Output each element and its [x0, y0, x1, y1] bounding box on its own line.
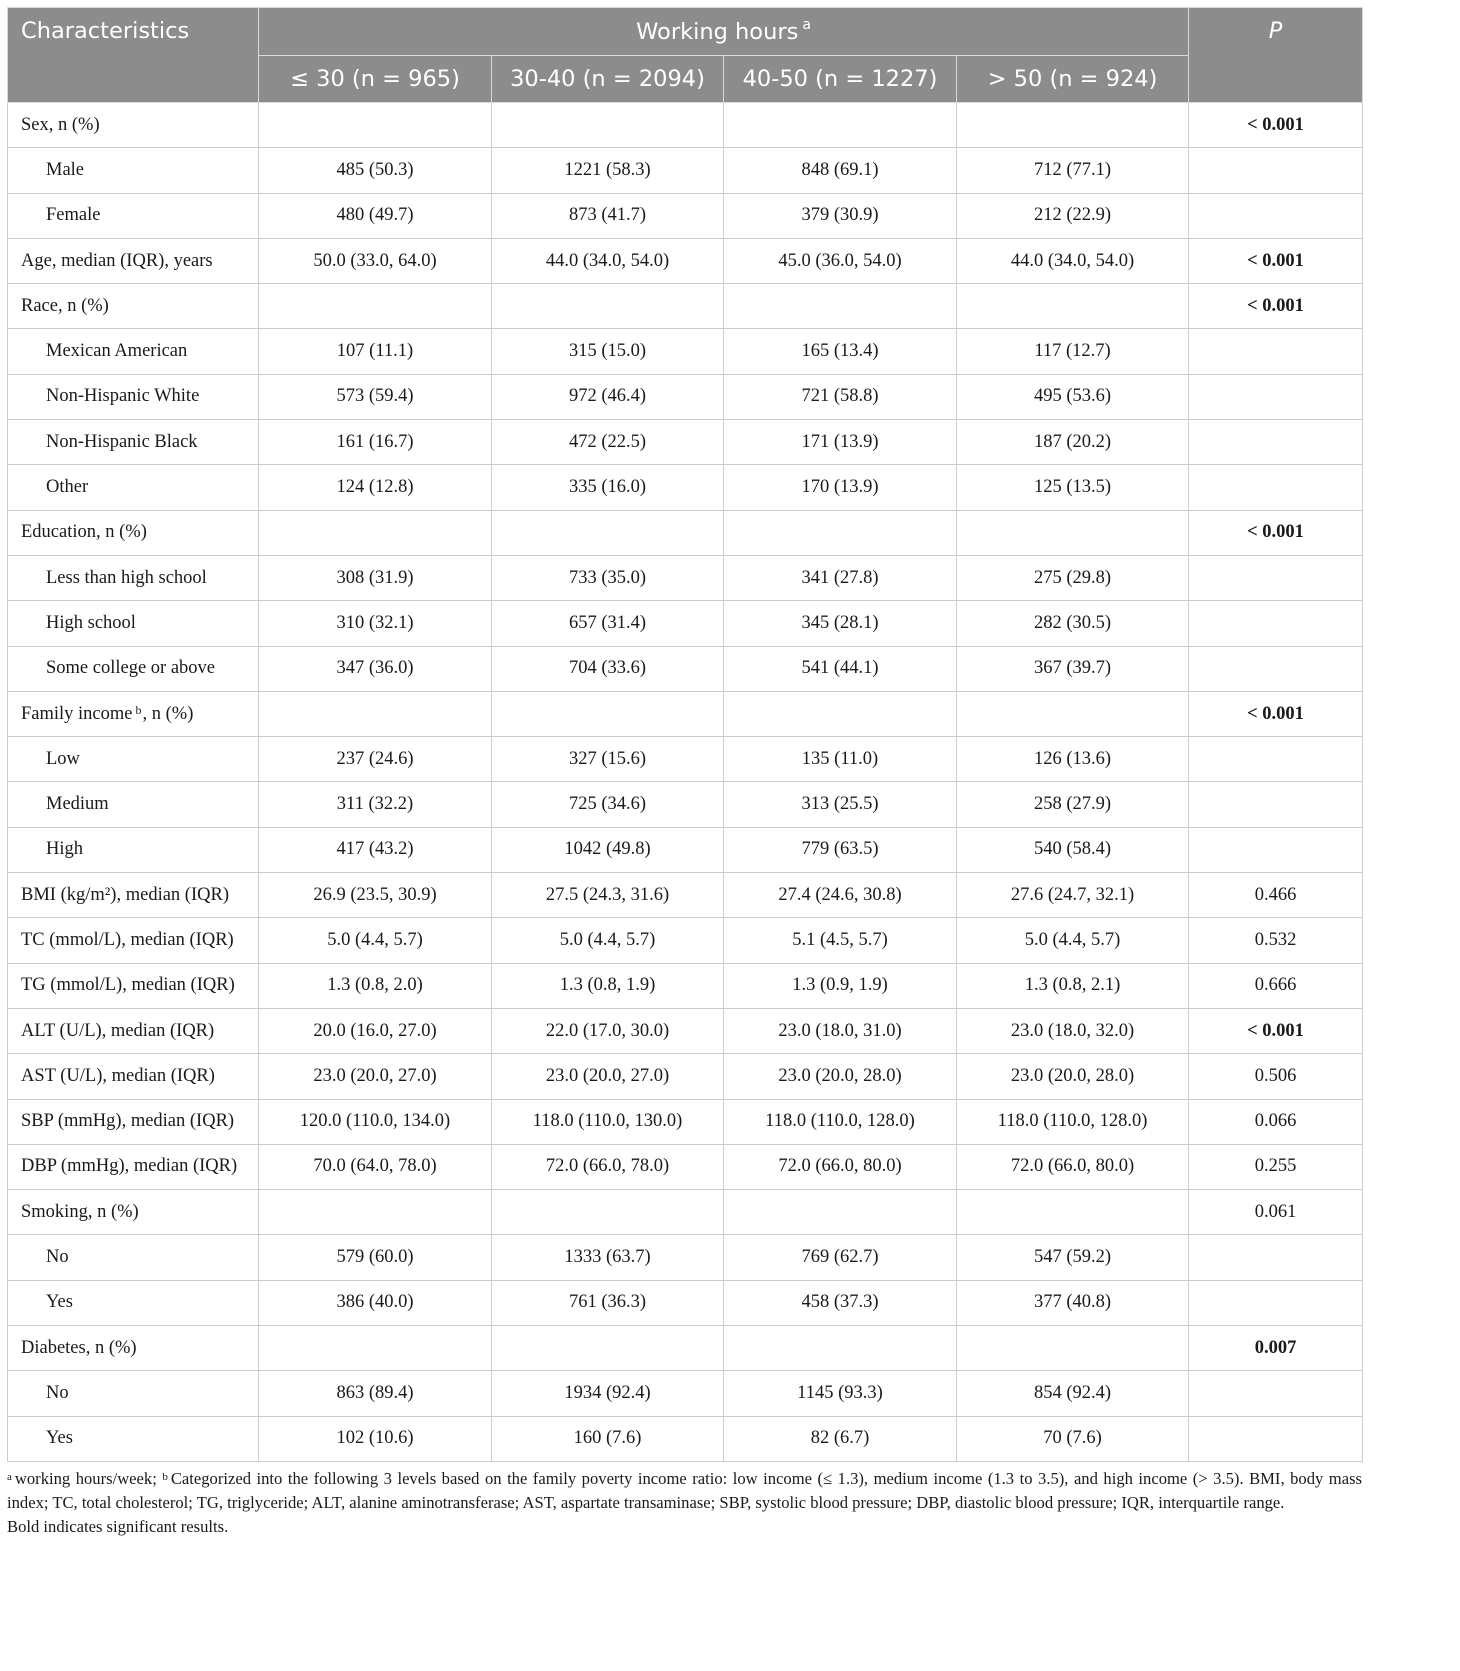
row-label-text: No [46, 1382, 69, 1403]
value-cell [492, 691, 724, 736]
value-cell: 1.3 (0.8, 2.1) [957, 963, 1189, 1008]
value-cell: 282 (30.5) [957, 601, 1189, 646]
value-cell: 160 (7.6) [492, 1416, 724, 1461]
row-label [8, 284, 259, 329]
row-sublabel [8, 465, 259, 510]
row-label-text: Some college or above [46, 658, 216, 679]
p-value-cell: 0.532 [1189, 918, 1363, 963]
value-cell: 863 (89.4) [259, 1371, 492, 1416]
p-value-cell [1189, 329, 1363, 374]
p-value-cell: < 0.001 [1189, 1008, 1363, 1053]
table-row [8, 103, 1363, 148]
row-label-text: Education, n (%) [21, 522, 147, 543]
p-value-cell: 0.255 [1189, 1144, 1363, 1189]
row-label-text: Low [46, 748, 80, 769]
value-cell: 23.0 (20.0, 27.0) [492, 1054, 724, 1099]
characteristics-table [7, 7, 1363, 1462]
row-label [8, 918, 259, 963]
value-cell: 327 (15.6) [492, 737, 724, 782]
value-cell: 704 (33.6) [492, 646, 724, 691]
value-cell: 761 (36.3) [492, 1280, 724, 1325]
row-sublabel [8, 148, 259, 193]
p-value-cell [1189, 1280, 1363, 1325]
footnote-a-text: working hours/week; [14, 1469, 163, 1488]
value-cell: 972 (46.4) [492, 374, 724, 419]
table-row [8, 1099, 1363, 1144]
group-header-le30: ≤ 30 (n = 965) [259, 56, 492, 103]
value-cell [957, 510, 1189, 555]
value-cell: 5.0 (4.4, 5.7) [957, 918, 1189, 963]
row-label-text: No [46, 1247, 69, 1268]
value-cell: 27.4 (24.6, 30.8) [724, 873, 957, 918]
row-label [8, 510, 259, 555]
value-cell: 311 (32.2) [259, 782, 492, 827]
working-hours-header [259, 8, 1189, 56]
value-cell: 187 (20.2) [957, 420, 1189, 465]
table-row [8, 963, 1363, 1008]
value-cell: 733 (35.0) [492, 555, 724, 600]
value-cell: 125 (13.5) [957, 465, 1189, 510]
table-row [8, 148, 1363, 193]
value-cell: 118.0 (110.0, 128.0) [724, 1099, 957, 1144]
value-cell: 72.0 (66.0, 78.0) [492, 1144, 724, 1189]
row-sublabel [8, 601, 259, 646]
row-label [8, 238, 259, 283]
value-cell: 1.3 (0.8, 2.0) [259, 963, 492, 1008]
table-row [8, 782, 1363, 827]
table-footnotes [7, 1467, 1362, 1539]
working-hours-footnote-mark: a [802, 16, 811, 33]
characteristics-header: Characteristics [8, 8, 259, 103]
row-sublabel [8, 555, 259, 600]
value-cell: 377 (40.8) [957, 1280, 1189, 1325]
value-cell: 458 (37.3) [724, 1280, 957, 1325]
value-cell [957, 1326, 1189, 1371]
row-label-text: AST (U/L), median (IQR) [21, 1065, 215, 1086]
value-cell: 347 (36.0) [259, 646, 492, 691]
table-row [8, 873, 1363, 918]
value-cell: 472 (22.5) [492, 420, 724, 465]
footnote-mark-b: b [162, 1471, 168, 1483]
row-label [8, 1099, 259, 1144]
row-label [8, 103, 259, 148]
p-value-cell: 0.466 [1189, 873, 1363, 918]
footnote-mark-a: a [7, 1471, 12, 1483]
value-cell: 313 (25.5) [724, 782, 957, 827]
p-value-cell: 0.066 [1189, 1099, 1363, 1144]
row-sublabel [8, 1416, 259, 1461]
value-cell: 107 (11.1) [259, 329, 492, 374]
value-cell: 5.0 (4.4, 5.7) [259, 918, 492, 963]
p-value-cell: < 0.001 [1189, 510, 1363, 555]
value-cell: 341 (27.8) [724, 555, 957, 600]
value-cell: 367 (39.7) [957, 646, 1189, 691]
footnote-bold-note: Bold indicates significant results. [7, 1517, 229, 1536]
row-label [8, 1008, 259, 1053]
row-label-footnote-mark: b [135, 702, 142, 717]
table-row [8, 691, 1363, 736]
p-value-cell [1189, 827, 1363, 872]
table-row [8, 284, 1363, 329]
group-header-40-50: 40-50 (n = 1227) [724, 56, 957, 103]
row-label-text: Yes [46, 1292, 73, 1313]
row-sublabel [8, 737, 259, 782]
value-cell: 712 (77.1) [957, 148, 1189, 193]
p-value-cell: 0.666 [1189, 963, 1363, 1008]
p-value-cell: < 0.001 [1189, 691, 1363, 736]
value-cell: 23.0 (20.0, 28.0) [957, 1054, 1189, 1099]
value-cell [724, 103, 957, 148]
row-label-text: Female [46, 205, 101, 226]
value-cell: 27.6 (24.7, 32.1) [957, 873, 1189, 918]
table-row [8, 238, 1363, 283]
table-row [8, 193, 1363, 238]
value-cell: 579 (60.0) [259, 1235, 492, 1280]
value-cell: 386 (40.0) [259, 1280, 492, 1325]
value-cell [259, 1326, 492, 1371]
value-cell: 72.0 (66.0, 80.0) [957, 1144, 1189, 1189]
value-cell: 26.9 (23.5, 30.9) [259, 873, 492, 918]
p-value-cell: < 0.001 [1189, 103, 1363, 148]
value-cell: 171 (13.9) [724, 420, 957, 465]
value-cell: 126 (13.6) [957, 737, 1189, 782]
p-value-cell [1189, 148, 1363, 193]
value-cell: 540 (58.4) [957, 827, 1189, 872]
value-cell: 23.0 (18.0, 31.0) [724, 1008, 957, 1053]
row-label-text: Sex, n (%) [21, 114, 100, 135]
value-cell: 44.0 (34.0, 54.0) [492, 238, 724, 283]
row-label-text: TG (mmol/L), median (IQR) [21, 975, 235, 996]
value-cell: 721 (58.8) [724, 374, 957, 419]
value-cell: 118.0 (110.0, 130.0) [492, 1099, 724, 1144]
p-value-cell [1189, 555, 1363, 600]
row-sublabel [8, 1235, 259, 1280]
table-row [8, 1235, 1363, 1280]
row-sublabel [8, 420, 259, 465]
value-cell: 50.0 (33.0, 64.0) [259, 238, 492, 283]
row-label-text: Non-Hispanic Black [46, 431, 198, 452]
value-cell: 44.0 (34.0, 54.0) [957, 238, 1189, 283]
value-cell: 873 (41.7) [492, 193, 724, 238]
value-cell: 315 (15.0) [492, 329, 724, 374]
row-label-text: SBP (mmHg), median (IQR) [21, 1111, 235, 1132]
value-cell [957, 1190, 1189, 1235]
p-value-cell: < 0.001 [1189, 238, 1363, 283]
p-value-cell: 0.061 [1189, 1190, 1363, 1235]
value-cell: 45.0 (36.0, 54.0) [724, 238, 957, 283]
value-cell [724, 1190, 957, 1235]
row-label-text: Yes [46, 1428, 73, 1449]
value-cell: 485 (50.3) [259, 148, 492, 193]
working-hours-label: Working hours [636, 18, 799, 45]
table-row [8, 1190, 1363, 1235]
row-label-text: Non-Hispanic White [46, 386, 200, 407]
value-cell [492, 103, 724, 148]
p-value-cell [1189, 420, 1363, 465]
row-label-text: Family income [21, 703, 133, 724]
value-cell [724, 691, 957, 736]
row-label-text: Other [46, 477, 89, 498]
value-cell: 237 (24.6) [259, 737, 492, 782]
value-cell: 1333 (63.7) [492, 1235, 724, 1280]
value-cell [259, 1190, 492, 1235]
value-cell: 335 (16.0) [492, 465, 724, 510]
value-cell: 120.0 (110.0, 134.0) [259, 1099, 492, 1144]
p-value-cell: < 0.001 [1189, 284, 1363, 329]
value-cell: 1145 (93.3) [724, 1371, 957, 1416]
group-header-gt50: > 50 (n = 924) [957, 56, 1189, 103]
table-row [8, 374, 1363, 419]
table-row [8, 827, 1363, 872]
row-label-text: ALT (U/L), median (IQR) [21, 1020, 215, 1041]
row-label [8, 1326, 259, 1371]
row-label-text: Medium [46, 794, 109, 815]
row-label [8, 1054, 259, 1099]
value-cell: 1.3 (0.8, 1.9) [492, 963, 724, 1008]
row-label-text: High school [46, 612, 136, 633]
table-row [8, 1008, 1363, 1053]
value-cell: 212 (22.9) [957, 193, 1189, 238]
row-label-text: Less than high school [46, 567, 207, 588]
p-value-cell [1189, 193, 1363, 238]
value-cell: 379 (30.9) [724, 193, 957, 238]
value-cell [957, 691, 1189, 736]
value-cell: 417 (43.2) [259, 827, 492, 872]
value-cell [724, 284, 957, 329]
value-cell: 135 (11.0) [724, 737, 957, 782]
table-header [8, 8, 1363, 103]
table-row [8, 601, 1363, 646]
value-cell: 573 (59.4) [259, 374, 492, 419]
p-value-cell [1189, 1235, 1363, 1280]
value-cell [957, 284, 1189, 329]
table-row [8, 465, 1363, 510]
table-body [8, 103, 1363, 1462]
value-cell: 22.0 (17.0, 30.0) [492, 1008, 724, 1053]
characteristics-table-container [7, 7, 1362, 1462]
value-cell: 547 (59.2) [957, 1235, 1189, 1280]
value-cell: 725 (34.6) [492, 782, 724, 827]
row-label-text: Male [46, 159, 85, 180]
p-value-cell [1189, 1416, 1363, 1461]
row-label [8, 691, 259, 736]
value-cell: 23.0 (18.0, 32.0) [957, 1008, 1189, 1053]
p-value-cell [1189, 737, 1363, 782]
table-row [8, 1326, 1363, 1371]
value-cell: 72.0 (66.0, 80.0) [724, 1144, 957, 1189]
value-cell: 102 (10.6) [259, 1416, 492, 1461]
table-row [8, 1144, 1363, 1189]
value-cell: 657 (31.4) [492, 601, 724, 646]
value-cell [259, 691, 492, 736]
value-cell [957, 103, 1189, 148]
row-label-text: Smoking, n (%) [21, 1201, 139, 1222]
value-cell: 308 (31.9) [259, 555, 492, 600]
p-value-cell [1189, 465, 1363, 510]
value-cell [724, 1326, 957, 1371]
table-row [8, 1416, 1363, 1461]
value-cell: 118.0 (110.0, 128.0) [957, 1099, 1189, 1144]
row-sublabel [8, 374, 259, 419]
value-cell: 779 (63.5) [724, 827, 957, 872]
value-cell: 495 (53.6) [957, 374, 1189, 419]
value-cell [492, 284, 724, 329]
row-label-text: BMI (kg/m²), median (IQR) [21, 884, 229, 905]
row-sublabel [8, 193, 259, 238]
value-cell: 5.0 (4.4, 5.7) [492, 918, 724, 963]
p-value-cell [1189, 782, 1363, 827]
value-cell: 161 (16.7) [259, 420, 492, 465]
row-label-text: Race, n (%) [21, 295, 109, 316]
table-row [8, 918, 1363, 963]
value-cell: 27.5 (24.3, 31.6) [492, 873, 724, 918]
value-cell: 258 (27.9) [957, 782, 1189, 827]
table-row [8, 737, 1363, 782]
value-cell: 5.1 (4.5, 5.7) [724, 918, 957, 963]
row-label [8, 1144, 259, 1189]
row-label-text: Mexican American [46, 341, 188, 362]
value-cell [259, 284, 492, 329]
row-label-text: Age, median (IQR), years [21, 250, 213, 271]
row-sublabel [8, 646, 259, 691]
value-cell [724, 510, 957, 555]
table-row [8, 555, 1363, 600]
group-header-30-40: 30-40 (n = 2094) [492, 56, 724, 103]
table-row [8, 1054, 1363, 1099]
row-sublabel [8, 329, 259, 374]
value-cell: 1221 (58.3) [492, 148, 724, 193]
p-value-cell [1189, 374, 1363, 419]
table-row [8, 646, 1363, 691]
row-label-text: TC (mmol/L), median (IQR) [21, 929, 234, 950]
table-row [8, 1280, 1363, 1325]
value-cell: 165 (13.4) [724, 329, 957, 374]
row-label-text: High [46, 839, 83, 860]
value-cell: 82 (6.7) [724, 1416, 957, 1461]
p-value-cell: 0.506 [1189, 1054, 1363, 1099]
table-row [8, 329, 1363, 374]
value-cell: 1042 (49.8) [492, 827, 724, 872]
row-label-text: DBP (mmHg), median (IQR) [21, 1156, 238, 1177]
value-cell [259, 103, 492, 148]
header-row-top [8, 8, 1363, 56]
p-value-cell [1189, 646, 1363, 691]
table-row [8, 510, 1363, 555]
value-cell: 1934 (92.4) [492, 1371, 724, 1416]
value-cell: 480 (49.7) [259, 193, 492, 238]
value-cell [492, 510, 724, 555]
row-label [8, 873, 259, 918]
row-label [8, 1190, 259, 1235]
value-cell: 23.0 (20.0, 27.0) [259, 1054, 492, 1099]
p-value-cell [1189, 601, 1363, 646]
row-sublabel [8, 827, 259, 872]
p-value-cell [1189, 1371, 1363, 1416]
value-cell: 854 (92.4) [957, 1371, 1189, 1416]
p-value-cell: 0.007 [1189, 1326, 1363, 1371]
value-cell [492, 1326, 724, 1371]
value-cell: 345 (28.1) [724, 601, 957, 646]
value-cell: 70.0 (64.0, 78.0) [259, 1144, 492, 1189]
value-cell: 310 (32.1) [259, 601, 492, 646]
value-cell: 1.3 (0.9, 1.9) [724, 963, 957, 1008]
value-cell [259, 510, 492, 555]
footnote-b-text: Categorized into the following 3 levels based on the family poverty income ratio: low income (≤ 1.3), medium income (1.3 to 3.5), and high income (> 3.5). BMI, body mass index; TC, total cholesterol; TG, triglyceride; ALT, alanine aminotransferase; AST, aspartate transaminase; SBP, systolic blood pressure; DBP, diastolic blood pressure; IQR, interquartile range. [7, 1469, 1362, 1512]
table-row [8, 1371, 1363, 1416]
row-label-suffix: , n (%) [142, 703, 194, 724]
row-sublabel [8, 782, 259, 827]
value-cell: 848 (69.1) [724, 148, 957, 193]
row-label-text: Diabetes, n (%) [21, 1337, 137, 1358]
footnote-abbreviations [7, 1467, 1362, 1515]
value-cell [492, 1190, 724, 1235]
row-sublabel [8, 1371, 259, 1416]
value-cell: 769 (62.7) [724, 1235, 957, 1280]
value-cell: 541 (44.1) [724, 646, 957, 691]
value-cell: 23.0 (20.0, 28.0) [724, 1054, 957, 1099]
value-cell: 117 (12.7) [957, 329, 1189, 374]
p-value-header: P [1189, 8, 1363, 103]
value-cell: 70 (7.6) [957, 1416, 1189, 1461]
row-label [8, 963, 259, 1008]
row-sublabel [8, 1280, 259, 1325]
value-cell: 170 (13.9) [724, 465, 957, 510]
value-cell: 20.0 (16.0, 27.0) [259, 1008, 492, 1053]
table-row [8, 420, 1363, 465]
value-cell: 275 (29.8) [957, 555, 1189, 600]
value-cell: 124 (12.8) [259, 465, 492, 510]
